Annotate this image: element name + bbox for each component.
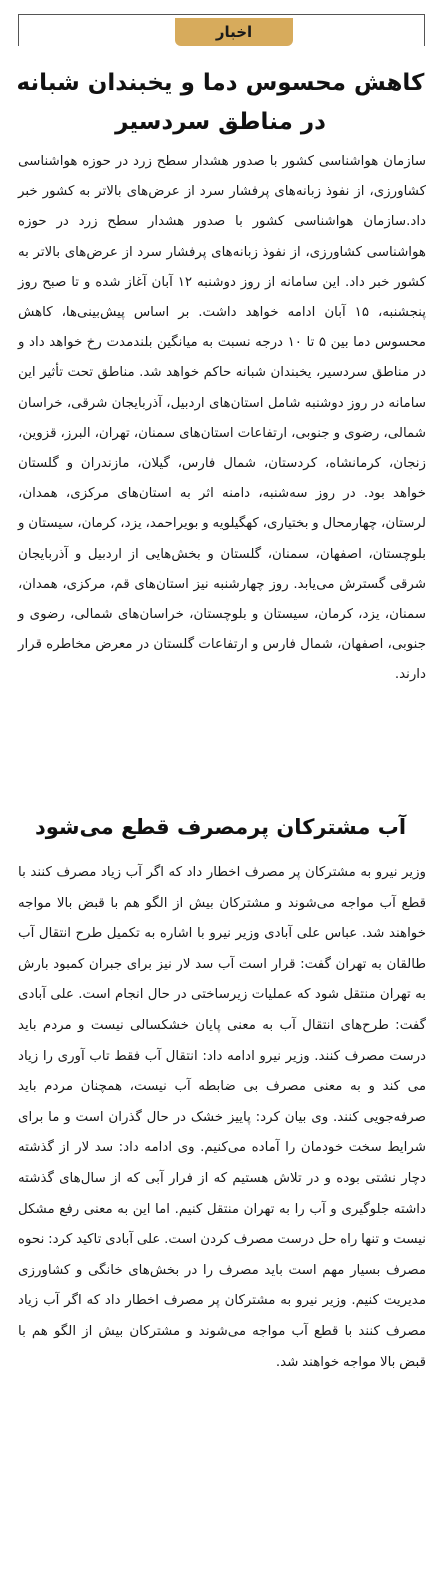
article-1-title: کاهش محسوس دما و یخبندان شبانه در مناطق سردسیر [16,70,425,135]
article-2-title: آب مشترکان پرمصرف قطع می‌شود [34,815,407,839]
article-2-body: وزیر نیرو به مشترکان پر مصرف اخطار داد که اگر آب زیاد مصرف کنند با قطع آب مواجه می‌شوند و مشترکان بیش از الگو هم با قبض بالا مواجه خواهند شد. عباس علی آبادی وزیر نیرو با اشاره به تکمیل طرح انتقال آب طالقان به تهران گفت: قرار است آب سد لار نیز برای جبران کمبود بارش به تهران منتقل شود که عملیات زیرساختی در حال انجام است. علی آبادی گفت: طرح‌های انتقال آب به معنی پایان خشکسالی نیست و مردم باید درست مصرف کنند. وزیر نیرو ادامه داد: انتقال آب فقط تاب آوری را زیاد می کند و به معنی مصرف بی ضابطه آب نیست، همچنان مردم باید صرفه‌جویی کنند. وی بیان کرد: پاییز خشک در حال گذران است و ما برای شرایط سخت خودمان را آماده می‌کنیم. وی ادامه داد: سد لار از گذشته دچار نشتی بوده و در تلاش هستیم که از فرار آبی که از سال‌های گذشته داشته جلوگیری و آب را به تهران منتقل کنیم. اما این به معنی رفع مشکل نیست و تنها راه حل درست مصرف کردن است. علی آبادی تاکید کرد: نحوه مصرف بسیار مهم است باید مصرف را در بخش‌های خانگی و کشاورزی مدیریت کنیم. وزیر نیرو به مشترکان پر مصرف اخطار داد که اگر آب زیاد مصرف کنند با قطع آب مواجه می‌شوند و مشترکان بیش از الگو هم با قبض بالا مواجه خواهند شد. [18,865,426,1370]
article-1-body: سازمان هواشناسی کشور با صدور هشدار سطح زرد در حوزه هواشناسی کشاورزی، از نفوذ زبانه‌های پرفشار سرد از عرض‌های بالاتر به کشور خبر داد.سازمان هواشناسی کشور با صدور هشدار سطح زرد در حوزه هواشناسی کشاورزی، از نفوذ زبانه‌های پرفشار سرد از عرض‌های بالاتر به کشور خبر داد. این سامانه از روز دوشنبه ۱۲ آبان آغاز شده و تا صبح روز پنجشنبه، ۱۵ آبان ادامه خواهد داشت. بر اساس پیش‌بینی‌ها، کاهش محسوس دما بین ۵ تا ۱۰ درجه نسبت به میانگین بلندمدت رخ خواهد داد و در مناطق سردسیر، یخبندان شبانه حاکم خواهد شد. مناطق تحت تأثیر این سامانه در روز دوشنبه شامل استان‌های اردبیل، آذربایجان شرقی، خراسان شمالی، رضوی و جنوبی، ارتفاعات استان‌های سمنان، تهران، البرز، قزوین، زنجان، کرمانشاه، کردستان، شمال فارس، گیلان، مازندران و گلستان خواهد بود. در روز سه‌شنبه، دامنه اثر به استان‌های مرکزی، همدان، لرستان، چهارمحال و بختیاری، کهگیلویه و بویراحمد، یزد، کرمان، سیستان و بلوچستان، اصفهان، سمنان، گلستان و بخش‌هایی از اردبیل و آذربایجان شرقی گسترش می‌یابد. روز چهارشنبه نیز استان‌های قم، مرکزی، همدان، سمنان، یزد، کرمان، سیستان و بلوچستان، خراسان‌های شمالی، رضوی و جنوبی، اصفهان، شمال فارس و ارتفاعات گلستان در معرض مخاطره قرار دارند. [18,154,427,683]
section-tag: اخبار [175,18,293,46]
